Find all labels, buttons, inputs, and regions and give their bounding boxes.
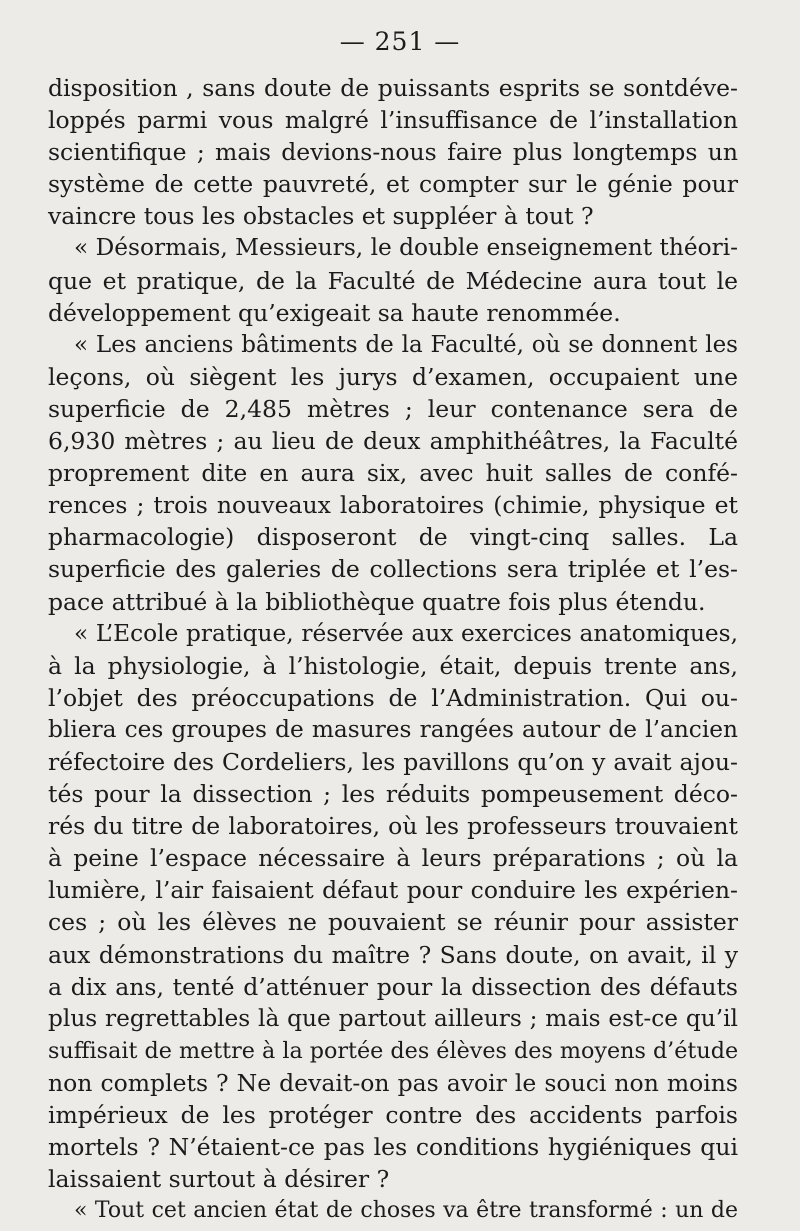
text-line: rences ; trois nouveaux laboratoires (chimie, physique et xyxy=(48,491,738,520)
text-line: a dix ans, tenté d’atténuer pour la dissection des défauts xyxy=(48,972,738,1001)
text-line: pharmacologie) disposeront de vingt-cinq salles. La xyxy=(48,523,738,552)
text-line: scientifique ; mais devions-nous faire plus longtemps un xyxy=(48,138,738,167)
text-line: pace attribué à la bibliothèque quatre fois plus étendu. xyxy=(48,587,706,616)
page-number: — 251 — xyxy=(339,27,461,56)
text-line: impérieux de les protéger contre des accidents parfois xyxy=(48,1101,738,1129)
text-line: proprement dite en aura six, avec huit salles de confé- xyxy=(48,459,738,488)
text-line: réfectoire des Cordeliers, les pavillons qu’on y avait ajou- xyxy=(48,747,738,776)
text-line: « Les anciens bâtiments de la Faculté, où se donnent les xyxy=(74,331,738,358)
text-line: « L’Ecole pratique, réservée aux exercices anatomiques, xyxy=(74,619,738,647)
text-line: à la physiologie, à l’histologie, était, depuis trente ans, xyxy=(48,651,738,680)
text-line: plus regrettables là que partout ailleurs ; mais est-ce qu’il xyxy=(48,1004,738,1032)
text-line: superficie des galeries de collections sera triplée et l’es- xyxy=(48,555,738,584)
text-line: mortels ? N’étaient-ce pas les conditions hygiéniques qui xyxy=(48,1133,738,1162)
text-line: lumière, l’air faisaient défaut pour conduire les expérien- xyxy=(48,876,738,905)
text-line: à peine l’espace nécessaire à leurs préparations ; où la xyxy=(48,844,738,873)
text-line: vaincre tous les obstacles et suppléer à tout ? xyxy=(48,202,594,231)
text-line: développement qu’exigeait sa haute renommée. xyxy=(48,298,621,327)
text-line: « Tout cet ancien état de choses va être transformé : un de xyxy=(74,1198,738,1224)
text-line: aux démonstrations du maître ? Sans doute, on avait, il y xyxy=(48,940,738,969)
text-line: ces ; où les élèves ne pouvaient se réunir pour assister xyxy=(48,908,738,937)
text-line: laissaient surtout à désirer ? xyxy=(48,1165,390,1194)
text-line: 6,930 mètres ; au lieu de deux amphithéâtres, la Faculté xyxy=(48,427,738,456)
text-line: système de cette pauvreté, et compter sur le génie pour xyxy=(48,170,738,199)
text-line: non complets ? Ne devait-on pas avoir le souci non moins xyxy=(48,1068,738,1097)
body-text xyxy=(48,72,738,1227)
text-line: suffisait de mettre à la portée des élèves des moyens d’étude xyxy=(48,1037,739,1064)
text-line: l’objet des préoccupations de l’Administration. Qui ou- xyxy=(48,683,738,712)
text-line: leçons, où siègent les jurys d’examen, occupaient une xyxy=(48,362,738,391)
text-line: rés du titre de laboratoires, où les professeurs trouvaient xyxy=(48,812,738,841)
text-line: disposition , sans doute de puissants esprits se sontdéve- xyxy=(48,74,738,102)
text-line: bliera ces groupes de masures rangées autour de l’ancien xyxy=(48,715,738,743)
text-line: superficie de 2,485 mètres ; leur contenance sera de xyxy=(48,394,738,423)
text-line: tés pour la dissection ; les réduits pompeusement déco- xyxy=(48,780,738,809)
text-line: que et pratique, de la Faculté de Médecine aura tout le xyxy=(48,266,738,295)
text-line: « Désormais, Messieurs, le double enseignement théori- xyxy=(74,234,738,262)
text-line: loppés parmi vous malgré l’insuffisance de l’installation xyxy=(48,106,738,135)
